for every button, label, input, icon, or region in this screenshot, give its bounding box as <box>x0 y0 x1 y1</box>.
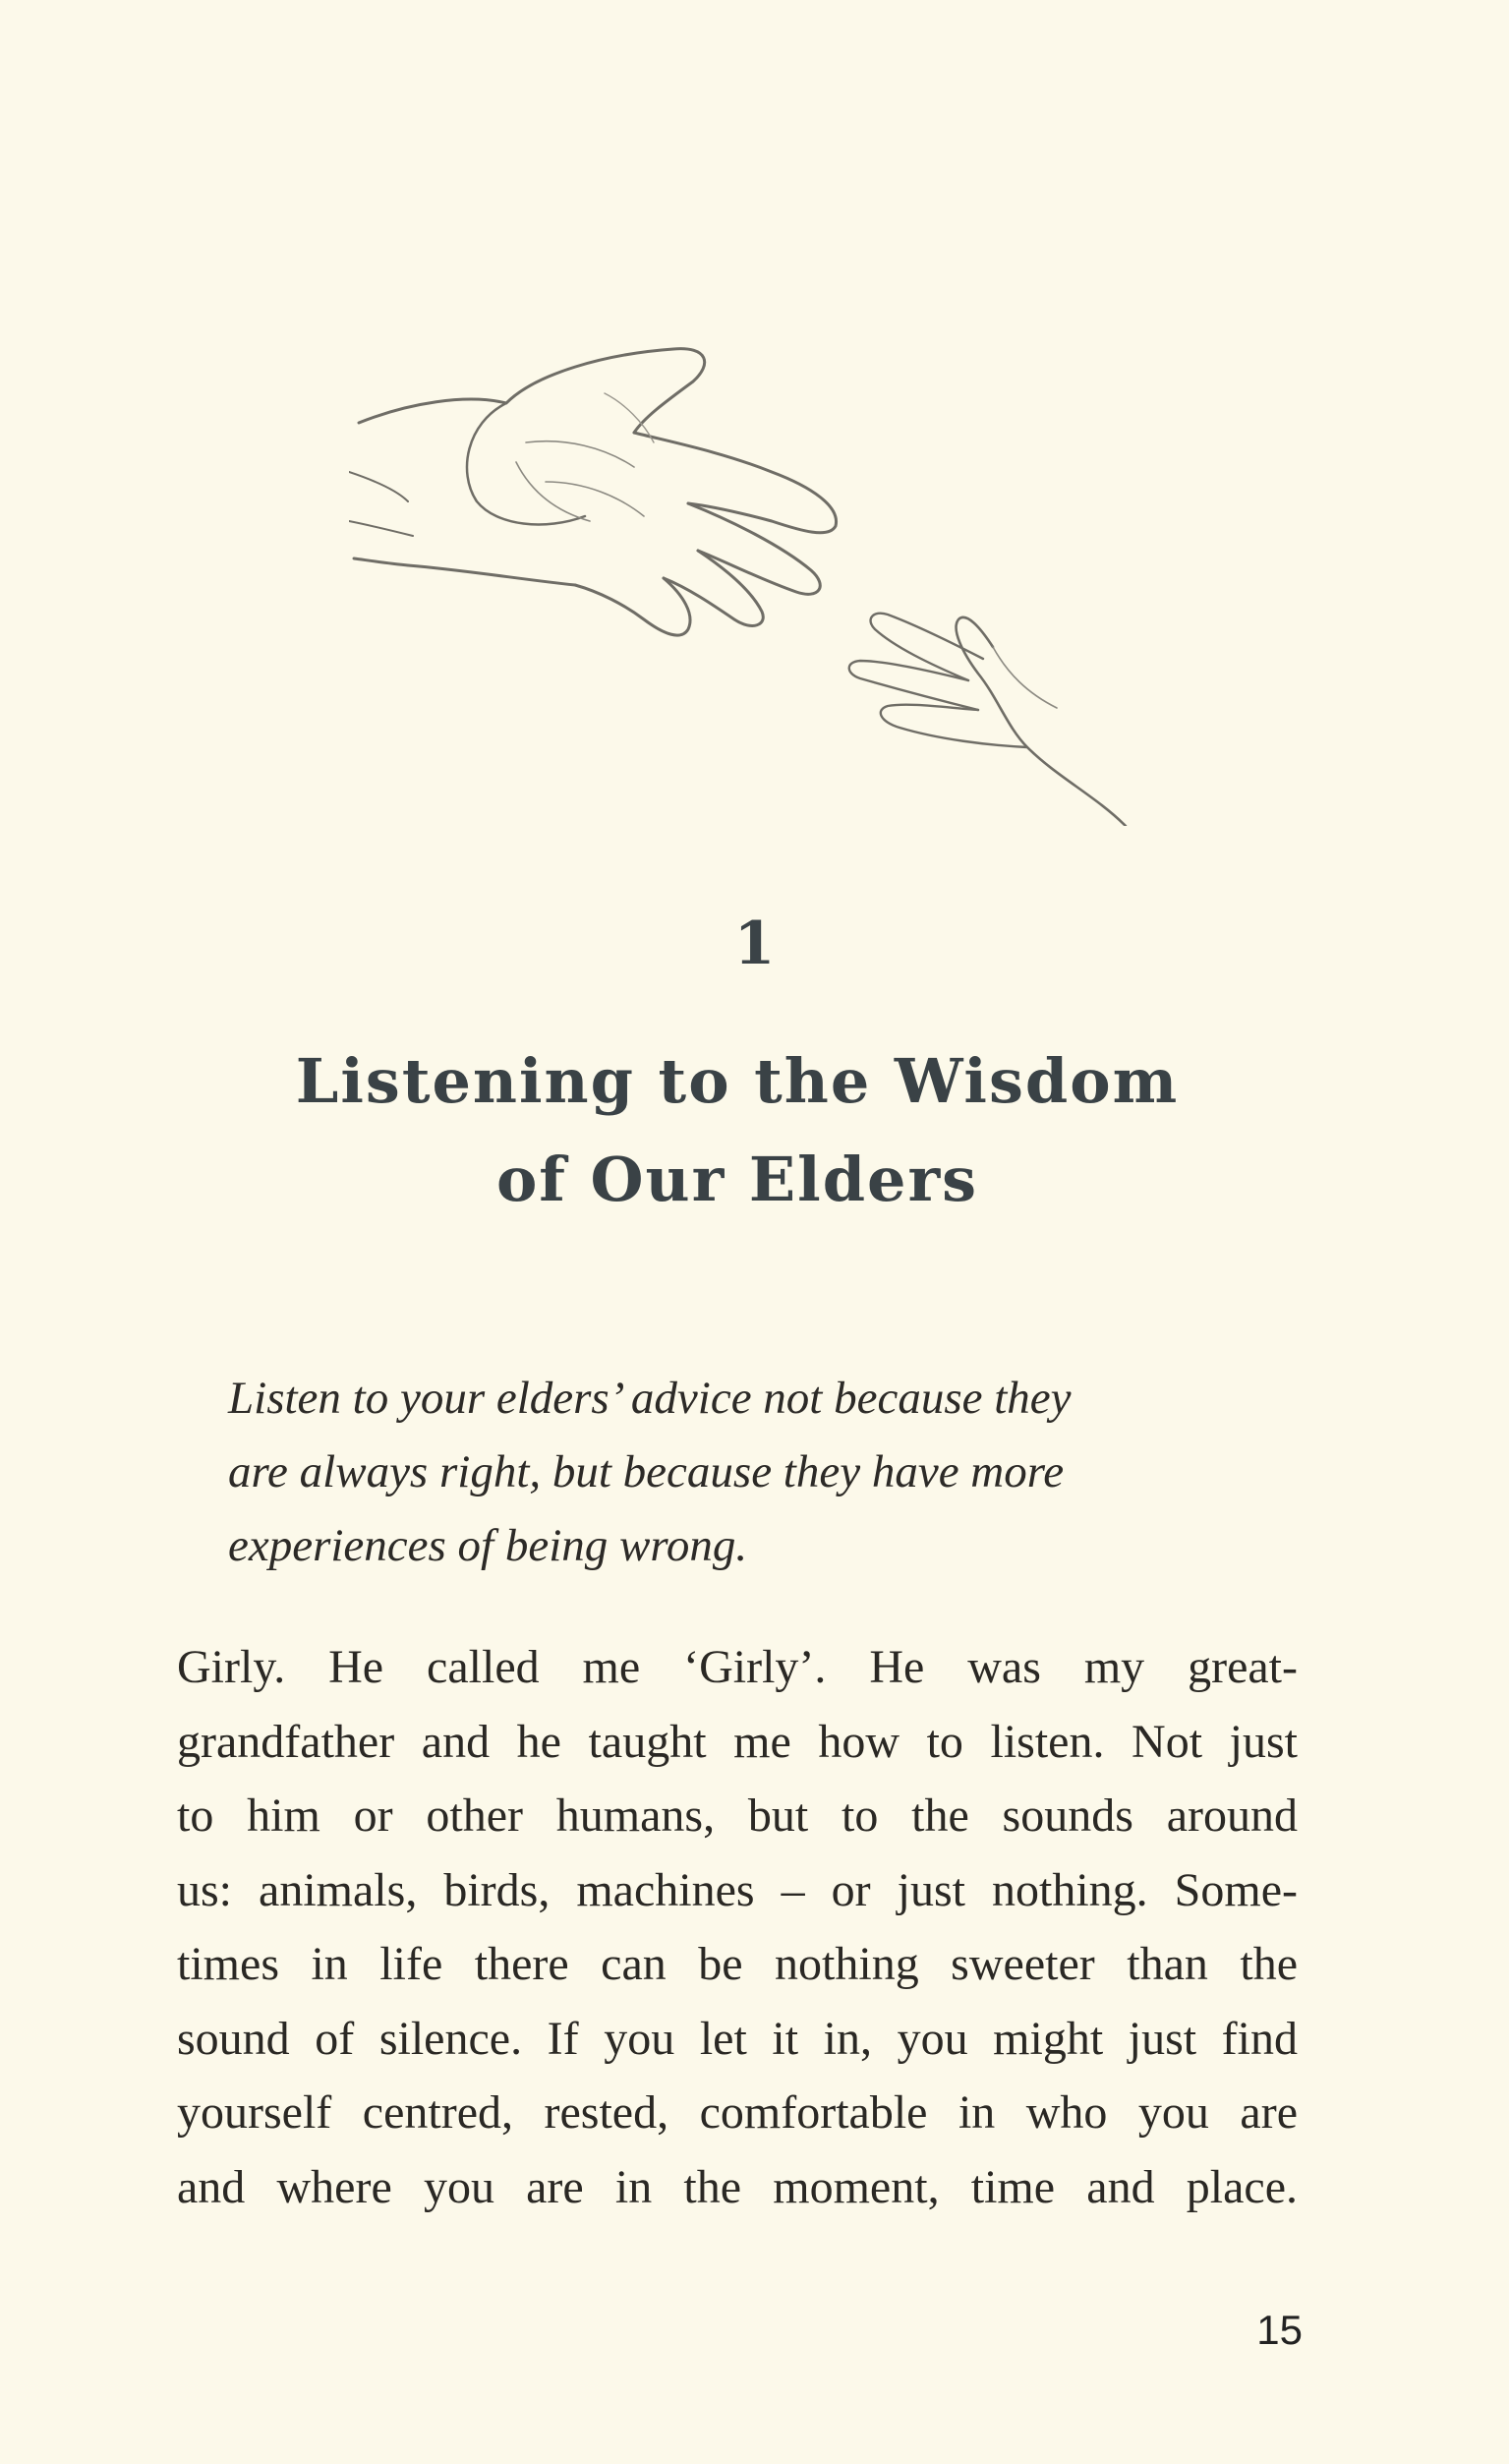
body-line: grandfather and he taught me how to listen. Not just <box>177 1715 1298 1768</box>
adult-hand-icon <box>349 349 837 635</box>
body-paragraph <box>177 1630 1298 2224</box>
epigraph-line: experiences of being wrong. <box>228 1520 748 1571</box>
body-line: us: animals, birds, machines – or just nothing. Some- <box>177 1863 1298 1916</box>
page-number: 15 <box>1256 2307 1303 2353</box>
chapter-title-line: of Our Elders <box>495 1144 979 1215</box>
epigraph-line: are always right, but because they have more <box>228 1446 1065 1497</box>
body-line: to him or other humans, but to the sounds around <box>177 1789 1298 1842</box>
body-line: Girly. He called me ‘Girly’. He was my great- <box>177 1641 1298 1693</box>
epigraph-line: Listen to your elders’ advice not because they <box>228 1373 1072 1424</box>
body-line: yourself centred, rested, comfortable in who you are <box>177 2086 1298 2139</box>
chapter-number: 1 <box>733 909 776 978</box>
epigraph <box>228 1362 1255 1583</box>
body-line: times in life there can be nothing sweeter than the <box>177 1938 1298 1990</box>
chapter-title <box>0 1032 1475 1229</box>
reaching-hands-illustration <box>349 334 1135 826</box>
chapter-title-line: Listening to the Wisdom <box>295 1045 1180 1117</box>
child-hand-icon <box>849 614 1126 826</box>
body-line: sound of silence. If you let it in, you might just find <box>177 2012 1298 2065</box>
body-line: and where you are in the moment, time and place. <box>177 2160 1298 2213</box>
